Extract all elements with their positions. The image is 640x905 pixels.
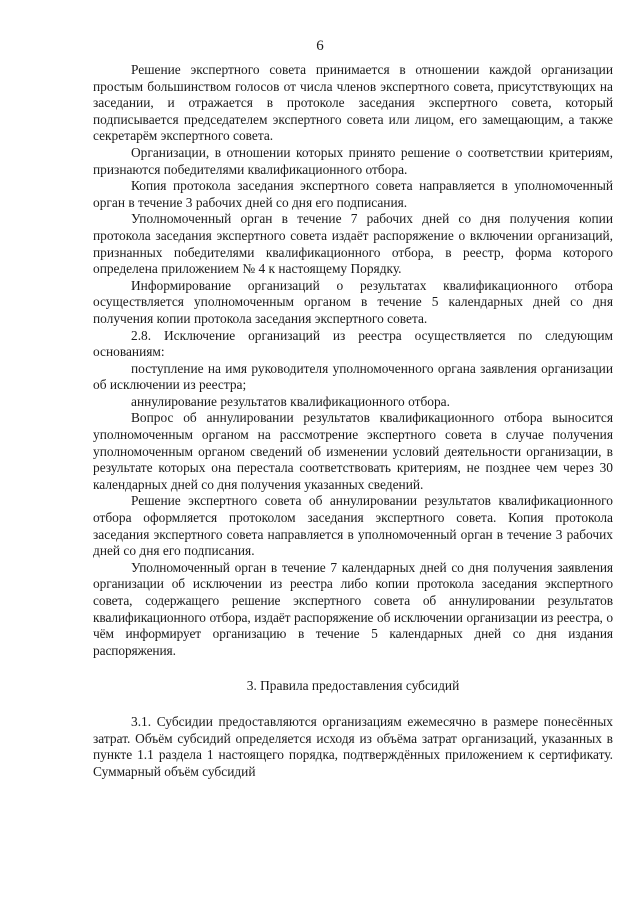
paragraph-2-8-exclusion: 2.8. Исключение организаций из реестра осуществляется по следующим основаниям: bbox=[93, 327, 613, 360]
paragraph-ground-annulment: аннулирование результатов квалификационного отбора. bbox=[131, 393, 450, 409]
paragraph-protocol-copy: Копия протокола заседания экспертного совета направляется в уполномоченный орган в течение 3 рабочих дней со дня его подписания. bbox=[93, 178, 613, 210]
document-body bbox=[93, 62, 613, 780]
section-heading: 3. Правила предоставления субсидий bbox=[246, 678, 460, 694]
paragraph-3-1-subsidies: 3.1. Субсидии предоставляются организациям ежемесячно в размере понесённых затрат. Объём субсидий определяется исходя из объёма затрат организаций, указанных в пункте 1.1 раздела 1 настоящего порядка, подтверждённых приложением к сертификату. Суммарный объём субсидий bbox=[93, 713, 613, 779]
paragraph-annulment-decision: Решение экспертного совета об аннулировании результатов квалификационного отбора оформляется протоколом заседания экспертного совета. Копия протокола заседания экспертного совета направляется в уполномоченный орган в течение 3 рабочих дней со дня его подписания. bbox=[93, 493, 613, 559]
paragraph-winners: Организации, в отношении которых принято решение о соответствии критериям, признаются победителями квалификационного отбора. bbox=[93, 144, 613, 177]
paragraph-ground-application: поступление на имя руководителя уполномоченного органа заявления организации об исключении из реестра; bbox=[93, 360, 613, 393]
paragraph-registry-inclusion: Уполномоченный орган в течение 7 рабочих дней со дня получения копии протокола заседания экспертного совета издаёт распоряжение о включении организаций, признанных победителями квалификационного отбора, в реестр, форма которого определена приложением № 4 к настоящему Порядку. bbox=[93, 211, 613, 277]
paragraph-expert-council-decision: Решение экспертного совета принимается в отношении каждой организации простым большинством голосов от числа членов экспертного совета, присутствующих на заседании, и отражается в протоколе заседания экспертного совета, который подписывается председателем экспертного совета или лицом, его замещающим, а также секретарём экспертного совета. bbox=[93, 62, 613, 144]
paragraph-informing: Информирование организаций о результатах квалификационного отбора осуществляется уполномоченным органом в течение 5 календарных дней со дня получения копии протокола заседания экспертного совета. bbox=[93, 277, 613, 326]
page-number: 6 bbox=[316, 38, 324, 54]
paragraph-annulment-question: Вопрос об аннулировании результатов квалификационного отбора выносится уполномоченным органом на рассмотрение экспертного совета в случае получения уполномоченным органом сведений об изменении условий деятельности организации, в результате которых она перестала соответствовать критериям, не позднее чем через 30 календарных дней со дня получения указанных сведений. bbox=[93, 410, 613, 492]
paragraph-exclusion-order: Уполномоченный орган в течение 7 календарных дней со дня получения заявления организации об исключении из реестра либо копии протокола заседания экспертного совета, содержащего решение экспертного совета об аннулировании результатов квалификационного отбора, издаёт распоряжение об исключении организации из реестра, о чём информирует организацию в течение 5 календарных дней со дня издания распоряжения. bbox=[93, 559, 613, 658]
